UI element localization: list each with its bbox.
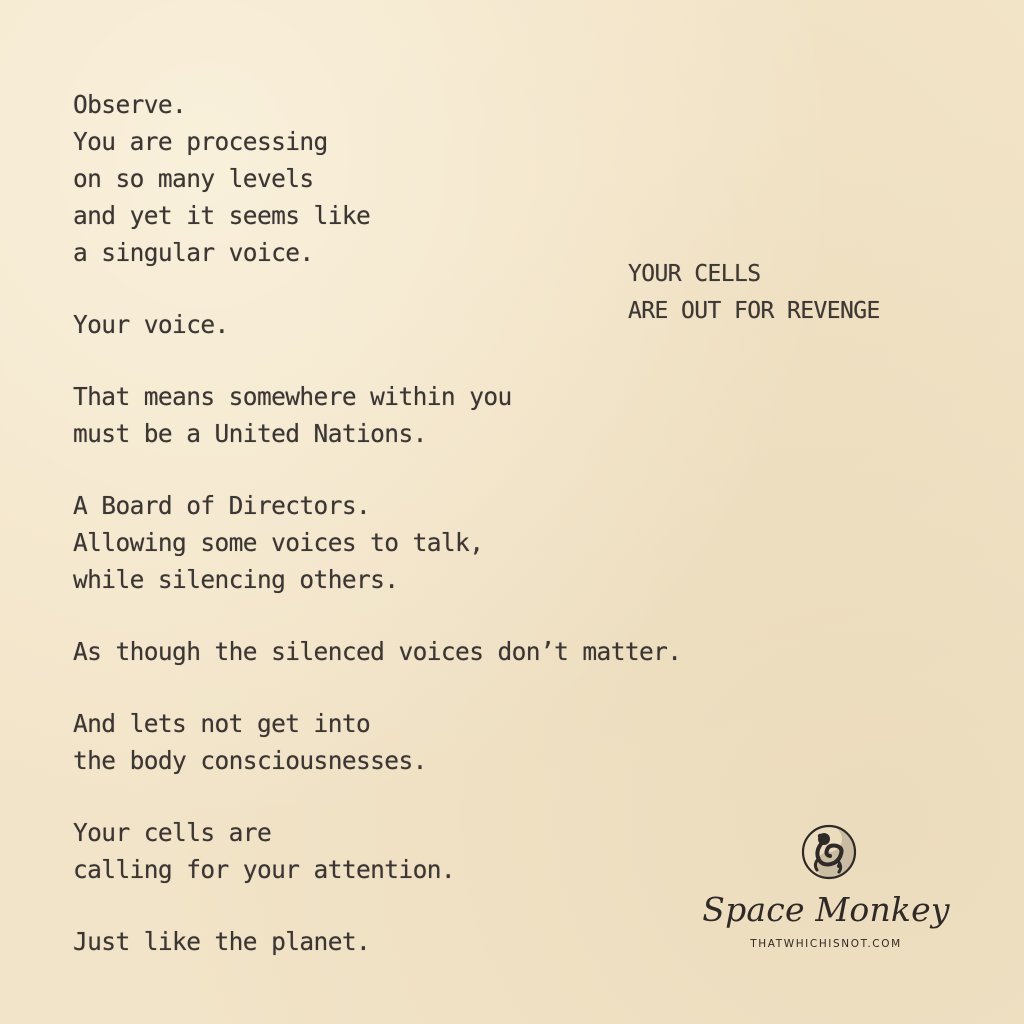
poem-stanza-5	[73, 633, 773, 670]
poem-line: Your cells are	[73, 818, 272, 847]
poem-line: A Board of Directors.	[73, 491, 371, 520]
poem-stanza-3	[73, 378, 773, 452]
poem-stanza-8	[73, 923, 773, 960]
brand-name: Space Monkey	[702, 890, 950, 929]
poem-stanza-6	[73, 705, 773, 779]
poem-stanza-1	[73, 86, 773, 271]
poem-line: As though the silenced voices don’t matter.	[73, 637, 682, 666]
brand-url[interactable]: THATWHICHISNOT.COM	[750, 938, 902, 950]
poem-line: Observe.	[73, 90, 187, 119]
poem-line: calling for your attention.	[73, 855, 456, 884]
poem-line: Just like the planet.	[73, 927, 371, 956]
poem-line: must be a United Nations.	[73, 419, 427, 448]
poem-stanza-4	[73, 487, 773, 598]
poem-line: And lets not get into	[73, 709, 371, 738]
poem-stanza-7	[73, 814, 773, 888]
poem-line: the body consciousnesses.	[73, 746, 427, 775]
poem-line: and yet it seems like	[73, 201, 371, 230]
poem-line: a singular voice.	[73, 238, 314, 267]
poem-text	[73, 86, 773, 995]
title-line-2: ARE OUT FOR REVENGE	[628, 298, 880, 324]
poem-line: Allowing some voices to talk,	[73, 528, 484, 557]
space-monkey-logo	[700, 818, 952, 968]
poem-title	[628, 256, 880, 330]
title-line-1: YOUR CELLS	[628, 261, 761, 287]
poem-line: Your voice.	[73, 310, 229, 339]
poem-line: You are processing	[73, 127, 328, 156]
poem-line: That means somewhere within you	[73, 382, 512, 411]
poem-line: while silencing others.	[73, 565, 399, 594]
monkey-yin-yang-icon	[799, 822, 859, 882]
poem-line: on so many levels	[73, 164, 314, 193]
